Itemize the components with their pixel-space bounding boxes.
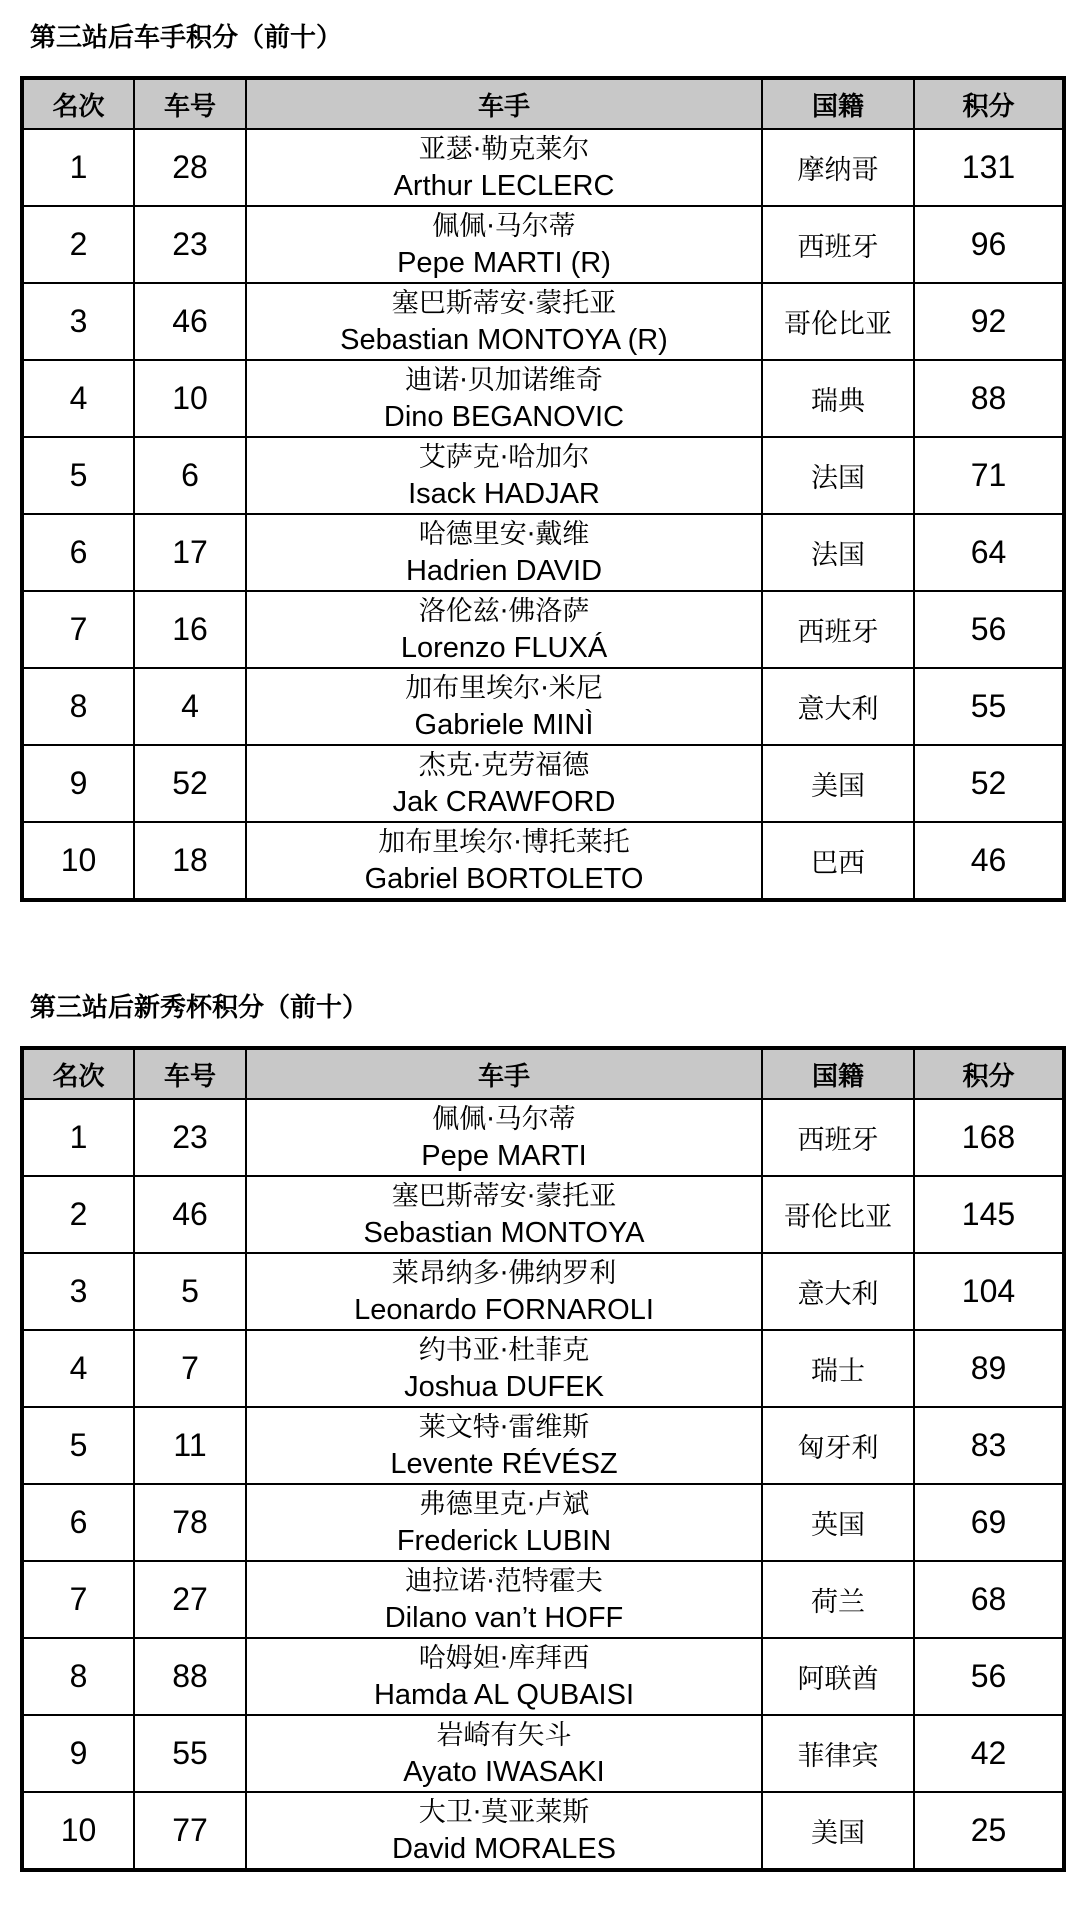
driver-name-english: Pepe MARTI (R) — [397, 246, 611, 279]
table-row — [22, 1792, 1064, 1870]
position-cell: 10 — [22, 822, 134, 900]
nationality-cell: 西班牙 — [762, 1099, 914, 1176]
table-row — [22, 1330, 1064, 1407]
nationality-cell: 巴西 — [762, 822, 914, 900]
header-driver: 车手 — [246, 1048, 762, 1099]
points-cell: 92 — [914, 283, 1064, 360]
driver-name-english: Dilano van’t HOFF — [384, 1601, 624, 1634]
header-points: 积分 — [914, 78, 1064, 129]
position-cell: 7 — [22, 591, 134, 668]
position-cell: 6 — [22, 514, 134, 591]
driver-cell — [246, 1253, 762, 1330]
table-row — [22, 1407, 1064, 1484]
driver-name-english: Arthur LECLERC — [393, 169, 615, 202]
rookie-cup-standings-title: 第三站后新秀杯积分（前十） — [30, 993, 369, 1023]
header-position: 名次 — [22, 78, 134, 129]
car-number-cell: 46 — [134, 283, 246, 360]
driver-cell — [246, 1407, 762, 1484]
nationality-cell: 西班牙 — [762, 206, 914, 283]
driver-name-english: Ayato IWASAKI — [403, 1755, 605, 1788]
driver-cell — [246, 1715, 762, 1792]
car-number-cell: 27 — [134, 1561, 246, 1638]
driver-name-chinese: 莱昂纳多·佛纳罗利 — [391, 1257, 617, 1289]
driver-cell — [246, 437, 762, 514]
points-cell: 55 — [914, 668, 1064, 745]
car-number-cell: 46 — [134, 1176, 246, 1253]
position-cell: 1 — [22, 129, 134, 206]
driver-cell — [246, 1484, 762, 1561]
rookie-cup-standings-table — [20, 1046, 1066, 1872]
points-cell: 89 — [914, 1330, 1064, 1407]
table-row — [22, 206, 1064, 283]
header-row — [22, 1048, 1064, 1099]
driver-cell — [246, 668, 762, 745]
driver-name-chinese: 大卫·莫亚莱斯 — [418, 1796, 590, 1828]
points-cell: 71 — [914, 437, 1064, 514]
nationality-cell: 菲律宾 — [762, 1715, 914, 1792]
driver-name-chinese: 约书亚·杜菲克 — [418, 1334, 590, 1366]
points-cell: 46 — [914, 822, 1064, 900]
driver-name-english: Frederick LUBIN — [396, 1524, 612, 1557]
driver-name-chinese: 洛伦兹·佛洛萨 — [418, 595, 590, 627]
nationality-cell: 瑞士 — [762, 1330, 914, 1407]
table-row — [22, 1561, 1064, 1638]
driver-cell — [246, 129, 762, 206]
points-cell: 168 — [914, 1099, 1064, 1176]
position-cell: 10 — [22, 1792, 134, 1870]
points-cell: 68 — [914, 1561, 1064, 1638]
driver-cell — [246, 745, 762, 822]
position-cell: 4 — [22, 360, 134, 437]
drivers-standings-table — [20, 76, 1066, 902]
points-cell: 64 — [914, 514, 1064, 591]
driver-cell — [246, 591, 762, 668]
driver-name-chinese: 岩崎有矢斗 — [436, 1719, 572, 1751]
driver-cell — [246, 1792, 762, 1870]
car-number-cell: 77 — [134, 1792, 246, 1870]
position-cell: 3 — [22, 1253, 134, 1330]
car-number-cell: 52 — [134, 745, 246, 822]
car-number-cell: 23 — [134, 1099, 246, 1176]
driver-cell — [246, 1099, 762, 1176]
position-cell: 4 — [22, 1330, 134, 1407]
driver-name-english: Hamda AL QUBAISI — [373, 1678, 635, 1711]
car-number-cell: 17 — [134, 514, 246, 591]
driver-name-english: Sebastian MONTOYA (R) — [340, 323, 668, 356]
nationality-cell: 荷兰 — [762, 1561, 914, 1638]
nationality-cell: 美国 — [762, 745, 914, 822]
nationality-cell: 匈牙利 — [762, 1407, 914, 1484]
table-row — [22, 1253, 1064, 1330]
car-number-cell: 18 — [134, 822, 246, 900]
points-cell: 104 — [914, 1253, 1064, 1330]
nationality-cell: 意大利 — [762, 668, 914, 745]
nationality-cell: 法国 — [762, 514, 914, 591]
car-number-cell: 5 — [134, 1253, 246, 1330]
points-cell: 83 — [914, 1407, 1064, 1484]
car-number-cell: 88 — [134, 1638, 246, 1715]
table-row — [22, 360, 1064, 437]
table-row — [22, 668, 1064, 745]
driver-name-chinese: 塞巴斯蒂安·蒙托亚 — [391, 1180, 617, 1212]
driver-cell — [246, 360, 762, 437]
nationality-cell: 哥伦比亚 — [762, 283, 914, 360]
driver-name-chinese: 塞巴斯蒂安·蒙托亚 — [391, 287, 617, 319]
header-car-number: 车号 — [134, 78, 246, 129]
driver-name-chinese: 亚瑟·勒克莱尔 — [418, 133, 590, 165]
driver-name-english: Gabriel BORTOLETO — [364, 862, 644, 895]
driver-name-english: Hadrien DAVID — [405, 554, 603, 587]
position-cell: 9 — [22, 745, 134, 822]
table-row — [22, 1715, 1064, 1792]
nationality-cell: 摩纳哥 — [762, 129, 914, 206]
table-row — [22, 822, 1064, 900]
car-number-cell: 4 — [134, 668, 246, 745]
table-row — [22, 437, 1064, 514]
points-cell: 131 — [914, 129, 1064, 206]
driver-name-chinese: 莱文特·雷维斯 — [418, 1411, 590, 1443]
driver-name-chinese: 加布里埃尔·米尼 — [405, 672, 603, 704]
points-cell: 56 — [914, 1638, 1064, 1715]
points-cell: 96 — [914, 206, 1064, 283]
car-number-cell: 28 — [134, 129, 246, 206]
nationality-cell: 西班牙 — [762, 591, 914, 668]
table-row — [22, 1638, 1064, 1715]
car-number-cell: 16 — [134, 591, 246, 668]
driver-name-english: Leonardo FORNAROLI — [354, 1293, 654, 1326]
header-points: 积分 — [914, 1048, 1064, 1099]
header-nationality: 国籍 — [762, 1048, 914, 1099]
driver-name-english: Joshua DUFEK — [404, 1370, 604, 1403]
driver-name-chinese: 弗德里克·卢斌 — [418, 1488, 590, 1520]
position-cell: 7 — [22, 1561, 134, 1638]
points-cell: 88 — [914, 360, 1064, 437]
position-cell: 2 — [22, 1176, 134, 1253]
table-row — [22, 1099, 1064, 1176]
position-cell: 5 — [22, 1407, 134, 1484]
driver-cell — [246, 1330, 762, 1407]
points-cell: 52 — [914, 745, 1064, 822]
driver-name-chinese: 佩佩·马尔蒂 — [432, 210, 576, 242]
points-cell: 145 — [914, 1176, 1064, 1253]
driver-cell — [246, 1176, 762, 1253]
car-number-cell: 78 — [134, 1484, 246, 1561]
header-position: 名次 — [22, 1048, 134, 1099]
driver-name-chinese: 哈姆妲·库拜西 — [418, 1642, 590, 1674]
table-row — [22, 514, 1064, 591]
car-number-cell: 55 — [134, 1715, 246, 1792]
position-cell: 8 — [22, 1638, 134, 1715]
table-row — [22, 1484, 1064, 1561]
header-row — [22, 78, 1064, 129]
header-nationality: 国籍 — [762, 78, 914, 129]
driver-name-english: Gabriele MINÌ — [414, 708, 594, 741]
driver-name-english: David MORALES — [391, 1832, 616, 1865]
driver-name-chinese: 迪拉诺·范特霍夫 — [405, 1565, 603, 1597]
car-number-cell: 10 — [134, 360, 246, 437]
car-number-cell: 6 — [134, 437, 246, 514]
table-row — [22, 745, 1064, 822]
points-cell: 69 — [914, 1484, 1064, 1561]
driver-name-english: Lorenzo FLUXÁ — [400, 631, 608, 664]
position-cell: 2 — [22, 206, 134, 283]
car-number-cell: 7 — [134, 1330, 246, 1407]
header-car-number: 车号 — [134, 1048, 246, 1099]
driver-name-english: Levente RÉVÉSZ — [390, 1447, 618, 1480]
driver-cell — [246, 1561, 762, 1638]
driver-name-english: Dino BEGANOVIC — [383, 400, 625, 433]
table-row — [22, 591, 1064, 668]
position-cell: 1 — [22, 1099, 134, 1176]
driver-name-chinese: 加布里埃尔·博托莱托 — [378, 826, 630, 858]
header-driver: 车手 — [246, 78, 762, 129]
driver-name-chinese: 艾萨克·哈加尔 — [418, 441, 590, 473]
driver-name-english: Isack HADJAR — [408, 477, 600, 510]
driver-cell — [246, 822, 762, 900]
driver-name-english: Pepe MARTI — [421, 1139, 587, 1172]
driver-name-chinese: 哈德里安·戴维 — [418, 518, 590, 550]
position-cell: 5 — [22, 437, 134, 514]
table-row — [22, 129, 1064, 206]
points-cell: 25 — [914, 1792, 1064, 1870]
nationality-cell: 美国 — [762, 1792, 914, 1870]
driver-name-english: Jak CRAWFORD — [392, 785, 616, 818]
nationality-cell: 英国 — [762, 1484, 914, 1561]
table-row — [22, 283, 1064, 360]
car-number-cell: 11 — [134, 1407, 246, 1484]
nationality-cell: 意大利 — [762, 1253, 914, 1330]
driver-name-chinese: 杰克·克劳福德 — [418, 749, 590, 781]
driver-name-chinese: 佩佩·马尔蒂 — [432, 1103, 576, 1135]
drivers-standings-title: 第三站后车手积分（前十） — [30, 23, 343, 53]
nationality-cell: 瑞典 — [762, 360, 914, 437]
driver-cell — [246, 514, 762, 591]
position-cell: 3 — [22, 283, 134, 360]
position-cell: 8 — [22, 668, 134, 745]
driver-cell — [246, 1638, 762, 1715]
points-cell: 42 — [914, 1715, 1064, 1792]
driver-name-chinese: 迪诺·贝加诺维奇 — [405, 364, 603, 396]
driver-name-english: Sebastian MONTOYA — [363, 1216, 645, 1249]
driver-cell — [246, 206, 762, 283]
nationality-cell: 哥伦比亚 — [762, 1176, 914, 1253]
car-number-cell: 23 — [134, 206, 246, 283]
table-row — [22, 1176, 1064, 1253]
nationality-cell: 法国 — [762, 437, 914, 514]
position-cell: 6 — [22, 1484, 134, 1561]
points-cell: 56 — [914, 591, 1064, 668]
driver-cell — [246, 283, 762, 360]
position-cell: 9 — [22, 1715, 134, 1792]
nationality-cell: 阿联酋 — [762, 1638, 914, 1715]
